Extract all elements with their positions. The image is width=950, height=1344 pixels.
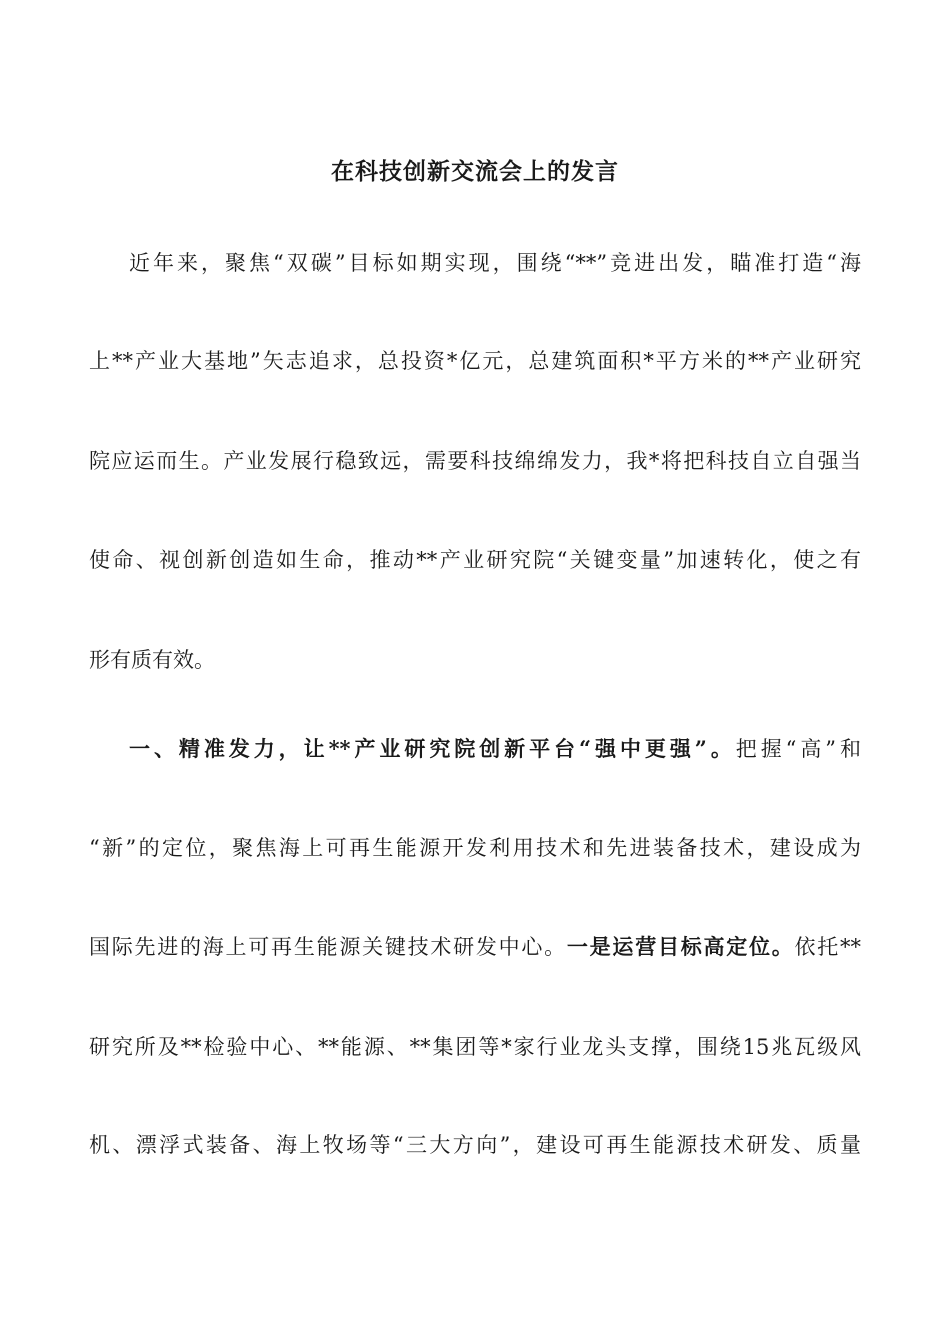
paragraph-2-line-3	[89, 927, 861, 967]
paragraph-2-line-1-text: 把握“高”和	[735, 737, 861, 761]
section-heading: 一、精准发力，让**产业研究院创新平台“强中更强”。	[129, 736, 736, 761]
paragraph-1-line-5: 形有质有效。	[89, 648, 215, 672]
paragraph-2-line-3-rest: 依托**	[794, 935, 862, 959]
paragraph-2-line-2: “新”的定位，聚焦海上可再生能源开发利用技术和先进装备技术，建设成为	[89, 836, 861, 860]
subheading-one: 一是运营目标高定位。	[566, 934, 795, 959]
paragraph-2-line-3-lead: 国际先进的海上可再生能源关键技术研发中心。	[89, 935, 567, 959]
paragraph-1-line-4: 使命、视创新创造如生命，推动**产业研究院“关键变量”加速转化，使之有	[89, 548, 861, 572]
paragraph-2-line-4: 研究所及**检验中心、**能源、**集团等*家行业龙头支撑，围绕15兆瓦级风	[89, 1035, 861, 1059]
document-title: 在科技创新交流会上的发言	[331, 158, 619, 185]
paragraph-1-line-1: 近年来，聚焦“双碳”目标如期实现，围绕“**”竞进出发，瞄准打造“海	[129, 251, 861, 275]
paragraph-1-line-3: 院应运而生。产业发展行稳致远，需要科技绵绵发力，我*将把科技自立自强当	[89, 449, 861, 473]
paragraph-1-line-2: 上**产业大基地”矢志追求，总投资*亿元，总建筑面积*平方米的**产业研究	[89, 349, 861, 373]
paragraph-2-line-1	[129, 729, 861, 769]
paragraph-2-line-5: 机、漂浮式装备、海上牧场等“三大方向”，建设可再生能源技术研发、质量	[89, 1133, 861, 1157]
